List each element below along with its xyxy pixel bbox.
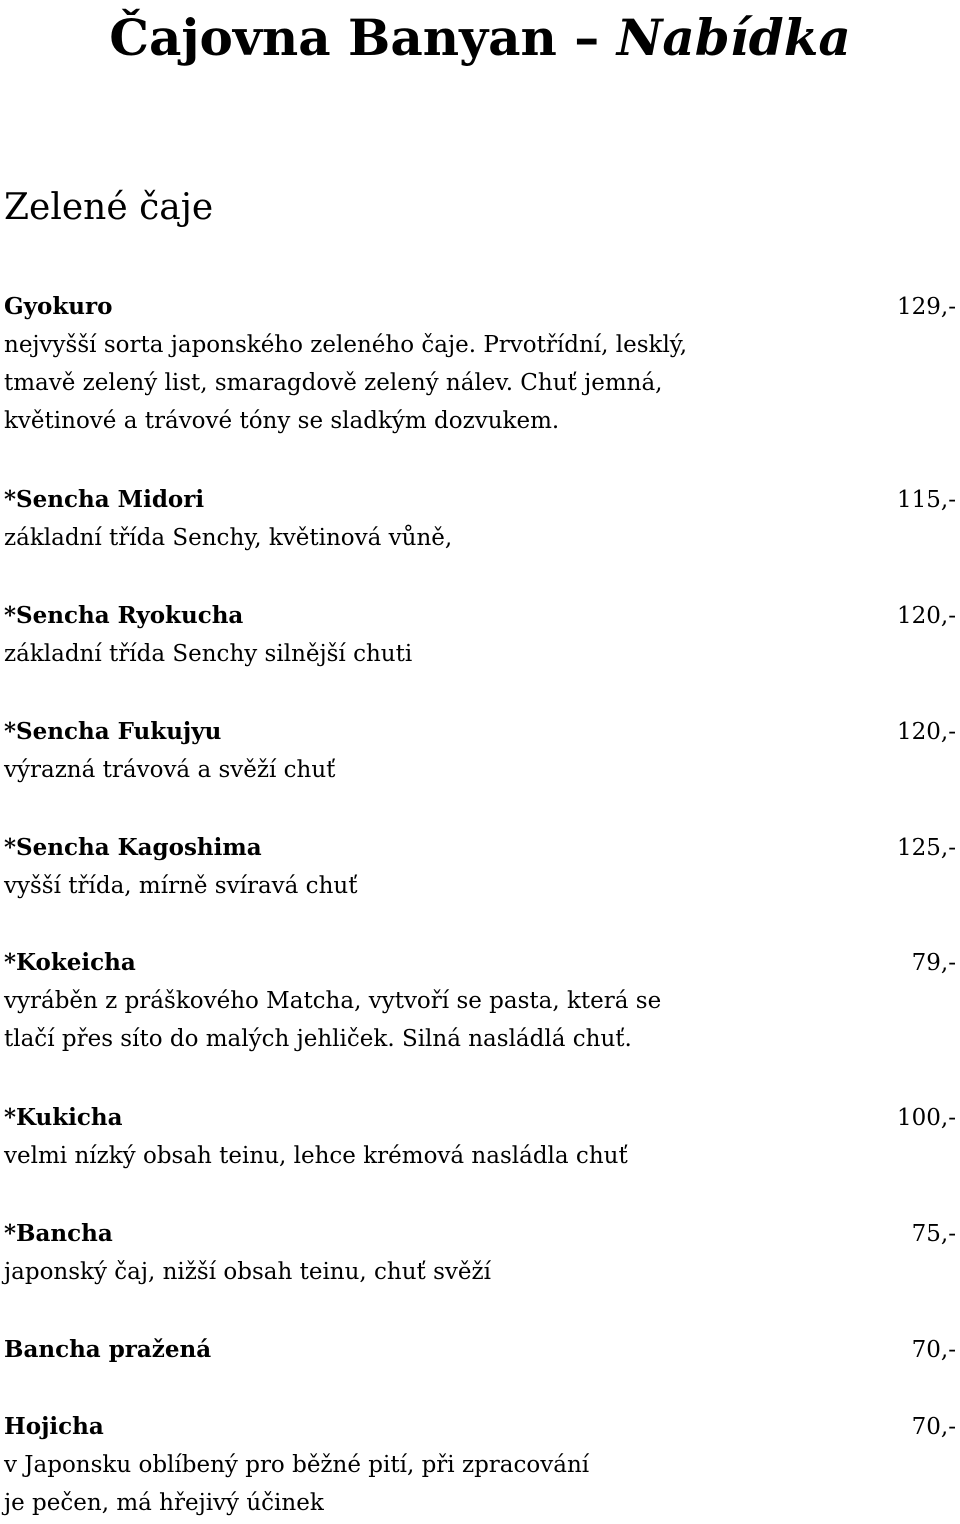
menu-item-kukicha <box>4 1099 956 1175</box>
menu-item-price: 115,- <box>897 487 956 513</box>
menu-item-header <box>4 1215 956 1253</box>
menu-item-header <box>4 481 956 519</box>
menu-item-price: 70,- <box>911 1414 956 1440</box>
menu-item-description: japonský čaj, nižší obsah teinu, chuť svěží <box>4 1259 491 1285</box>
menu-item-name: Gyokuro <box>4 293 113 320</box>
menu-item-name: *Kokeicha <box>4 949 136 976</box>
menu-item-gyokuro <box>4 288 956 440</box>
menu-item-header <box>4 1099 956 1137</box>
page-title-accent: Nabídka <box>616 8 851 67</box>
menu-item-header <box>4 944 956 982</box>
menu-item-description: výrazná trávová a svěží chuť <box>4 757 336 783</box>
menu-item-price: 120,- <box>897 603 956 629</box>
menu-item-header <box>4 829 956 867</box>
menu-item-header <box>4 1331 956 1369</box>
menu-item-price: 79,- <box>911 950 956 976</box>
menu-item-price: 129,- <box>897 294 956 320</box>
menu-item-price: 70,- <box>911 1337 956 1363</box>
menu-item-bancha <box>4 1215 956 1291</box>
menu-item-header <box>4 713 956 751</box>
menu-item-description: základní třída Senchy silnější chuti <box>4 641 413 667</box>
menu-item-name: *Sencha Midori <box>4 486 205 513</box>
menu-item-price: 100,- <box>897 1105 956 1131</box>
menu-item-description: velmi nízký obsah teinu, lehce krémová nasládla chuť <box>4 1143 628 1169</box>
menu-item-bancha-prazena <box>4 1331 956 1369</box>
menu-item-sencha-midori <box>4 481 956 557</box>
menu-item-hojicha <box>4 1408 956 1522</box>
menu-item-description: v Japonsku oblíbený pro běžné pití, při zpracování je pečen, má hřejivý účinek <box>4 1452 590 1516</box>
menu-item-name: *Sencha Fukujyu <box>4 718 222 745</box>
section-title: Zelené čaje <box>4 187 214 228</box>
menu-item-name: *Bancha <box>4 1220 113 1247</box>
menu-item-sencha-kagoshima <box>4 829 956 905</box>
menu-item-description: vyšší třída, mírně svíravá chuť <box>4 873 358 899</box>
menu-item-description: nejvyšší sorta japonského zeleného čaje. Prvotřídní, lesklý, tmavě zelený list, smaragdově zelený nálev. Chuť jemná, květinové a trávové tóny se sladkým dozvukem. <box>4 332 688 434</box>
menu-item-header <box>4 597 956 635</box>
menu-item-name: Bancha pražená <box>4 1336 212 1363</box>
menu-item-sencha-ryokucha <box>4 597 956 673</box>
menu-item-kokeicha <box>4 944 956 1058</box>
menu-item-description: vyráběn z práškového Matcha, vytvoří se pasta, která se tlačí přes síto do malých jehliček. Silná nasládlá chuť. <box>4 988 662 1052</box>
menu-item-name: *Sencha Ryokucha <box>4 602 244 629</box>
menu-item-name: *Kukicha <box>4 1104 123 1131</box>
menu-item-name: *Sencha Kagoshima <box>4 834 262 861</box>
menu-item-price: 125,- <box>897 835 956 861</box>
page-title-main: Čajovna Banyan – <box>109 8 617 67</box>
menu-item-description: základní třída Senchy, květinová vůně, <box>4 525 453 551</box>
menu-item-sencha-fukujyu <box>4 713 956 789</box>
menu-item-price: 75,- <box>911 1221 956 1247</box>
menu-item-price: 120,- <box>897 719 956 745</box>
menu-item-header <box>4 288 956 326</box>
menu-item-name: Hojicha <box>4 1413 104 1440</box>
menu-item-header <box>4 1408 956 1446</box>
page-title <box>0 6 960 70</box>
